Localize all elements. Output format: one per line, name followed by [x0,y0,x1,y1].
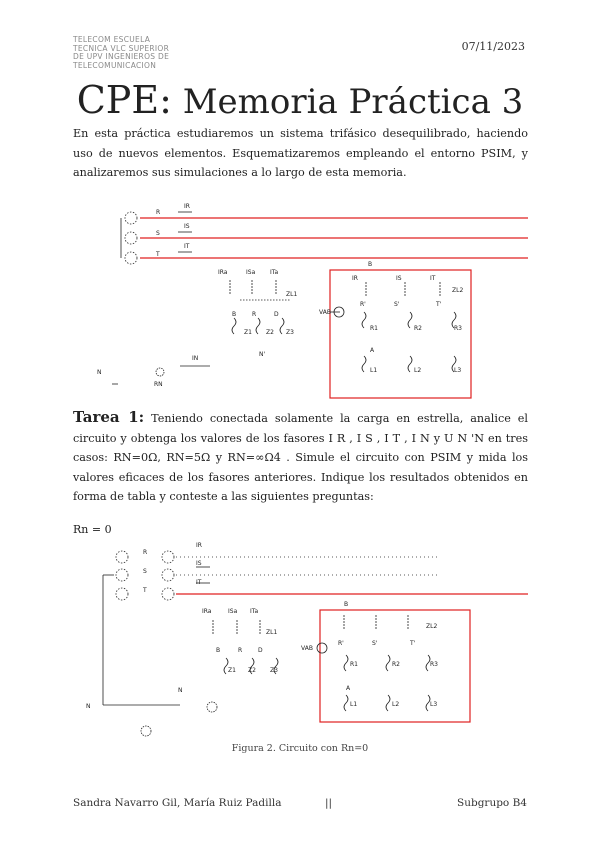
label-s: S [143,568,147,575]
label-r: R [143,549,148,556]
label-n2: N [178,687,183,694]
label-r: R [156,209,161,216]
label-a: A [346,685,351,692]
label-t-prime: T' [410,640,416,647]
intro-paragraph: En esta práctica estudiaremos un sistema trifásico desequilibrado, haciendo uso de nuevos elementos. Esquematizaremos empleando el entorno PSIM, y analizaremos sus simulaciones a lo largo de esta memoria. [73,127,528,179]
label-b: B [232,311,237,318]
label-a: A [370,347,375,354]
label-s-prime: S' [372,640,378,647]
label-l1: L1 [370,367,378,374]
label-t: T [143,587,147,594]
logo-line: TELECOMUNICACION [73,60,157,70]
label-vab: VAB [319,309,331,316]
label-s: S [156,230,160,237]
figure-caption: Figura 2. Circuito con Rn=0 [231,743,369,754]
logo-line: DE UPV INGENIEROS DE [73,52,170,61]
label-in: IN [192,355,199,362]
label-r2b: R2 [392,661,400,668]
label-z1: Z1 [244,329,252,336]
label-is: IS [196,560,202,567]
label-t: T [156,251,160,258]
label-ir: IR [184,203,190,210]
circuit-1-labels [97,203,463,388]
label-r1: R1 [370,325,378,332]
title-rest: Memoria Práctica 3 [171,82,524,122]
label-r3: R3 [454,325,462,332]
footer-authors: Sandra Navarro Gil, María Ruiz Padilla [73,797,282,809]
label-r2: R [252,311,257,318]
task-label: Tarea 1: [73,408,145,426]
label-zl2: ZL2 [452,287,464,294]
label-r2b: R2 [414,325,422,332]
label-d: D [274,311,279,318]
label-n: N [97,369,102,376]
label-ir: IR [196,542,202,549]
label-zl1: ZL1 [286,291,298,298]
label-d: D [258,647,263,654]
label-r1: R1 [350,661,358,668]
label-ira: IRa [202,608,212,615]
label-r3: R3 [430,661,438,668]
label-b2: B [344,601,349,608]
logo-line: TELECOM ESCUELA [73,35,151,44]
label-n-prime: N' [259,351,266,358]
label-l1: L1 [350,701,358,708]
logo-line: TECNICA VLC SUPERIOR [73,43,170,53]
label-vab: VAB [301,645,313,652]
label-r2: R [238,647,243,654]
label-l2: L2 [392,701,400,708]
label-l3: L3 [454,367,462,374]
label-z2: Z2 [266,329,274,336]
label-s-prime: S' [394,301,400,308]
rn-label: Rn = 0 [73,523,112,536]
label-z1: Z1 [228,667,236,674]
label-is2: IS [396,275,402,282]
label-z3: Z3 [286,329,294,336]
label-b: B [216,647,221,654]
task-paragraph [73,408,528,507]
label-isa: ISa [228,608,238,615]
label-isa: ISa [246,269,256,276]
date: 07/11/2023 [461,40,525,53]
label-ita: ITa [270,269,279,276]
label-l2: L2 [414,367,422,374]
label-it: IT [196,579,202,586]
task-text: Teniendo conectada solamente la carga en estrella, analice el circuito y obtenga los valores de los fasores I R , I S , I T , I N y U N 'N en tres casos: RN=0Ω, RN=5Ω y RN=∞Ω4 . Simule el circuito con PSIM y mida los valores eficaces de los fasores anteriores. Indique los resultados obtenidos en forma de tabla y conteste a las siguientes preguntas: [73,412,528,503]
label-r-prime: R' [360,301,366,308]
label-is: IS [184,223,190,230]
label-ira: IRa [218,269,228,276]
label-it: IT [184,243,190,250]
label-it2: IT [430,275,436,282]
label-zl2: ZL2 [426,623,438,630]
circuit-2-labels [86,542,438,710]
footer-separator: || [325,797,333,809]
title-prefix: CPE: [76,78,172,122]
label-ita: ITa [250,608,259,615]
footer-group: Subgrupo B4 [457,797,527,809]
label-b2: B [368,261,373,268]
label-t-prime: T' [436,301,442,308]
label-zl1: ZL1 [266,629,278,636]
label-rn: RN [154,381,163,388]
label-ir2: IR [352,275,358,282]
circuit-1 [112,212,528,398]
label-l3: L3 [430,701,438,708]
label-z3: Z3 [270,667,278,674]
label-z2: Z2 [248,667,256,674]
label-r-prime: R' [338,640,344,647]
label-n: N [86,703,91,710]
circuit-2 [103,551,528,736]
